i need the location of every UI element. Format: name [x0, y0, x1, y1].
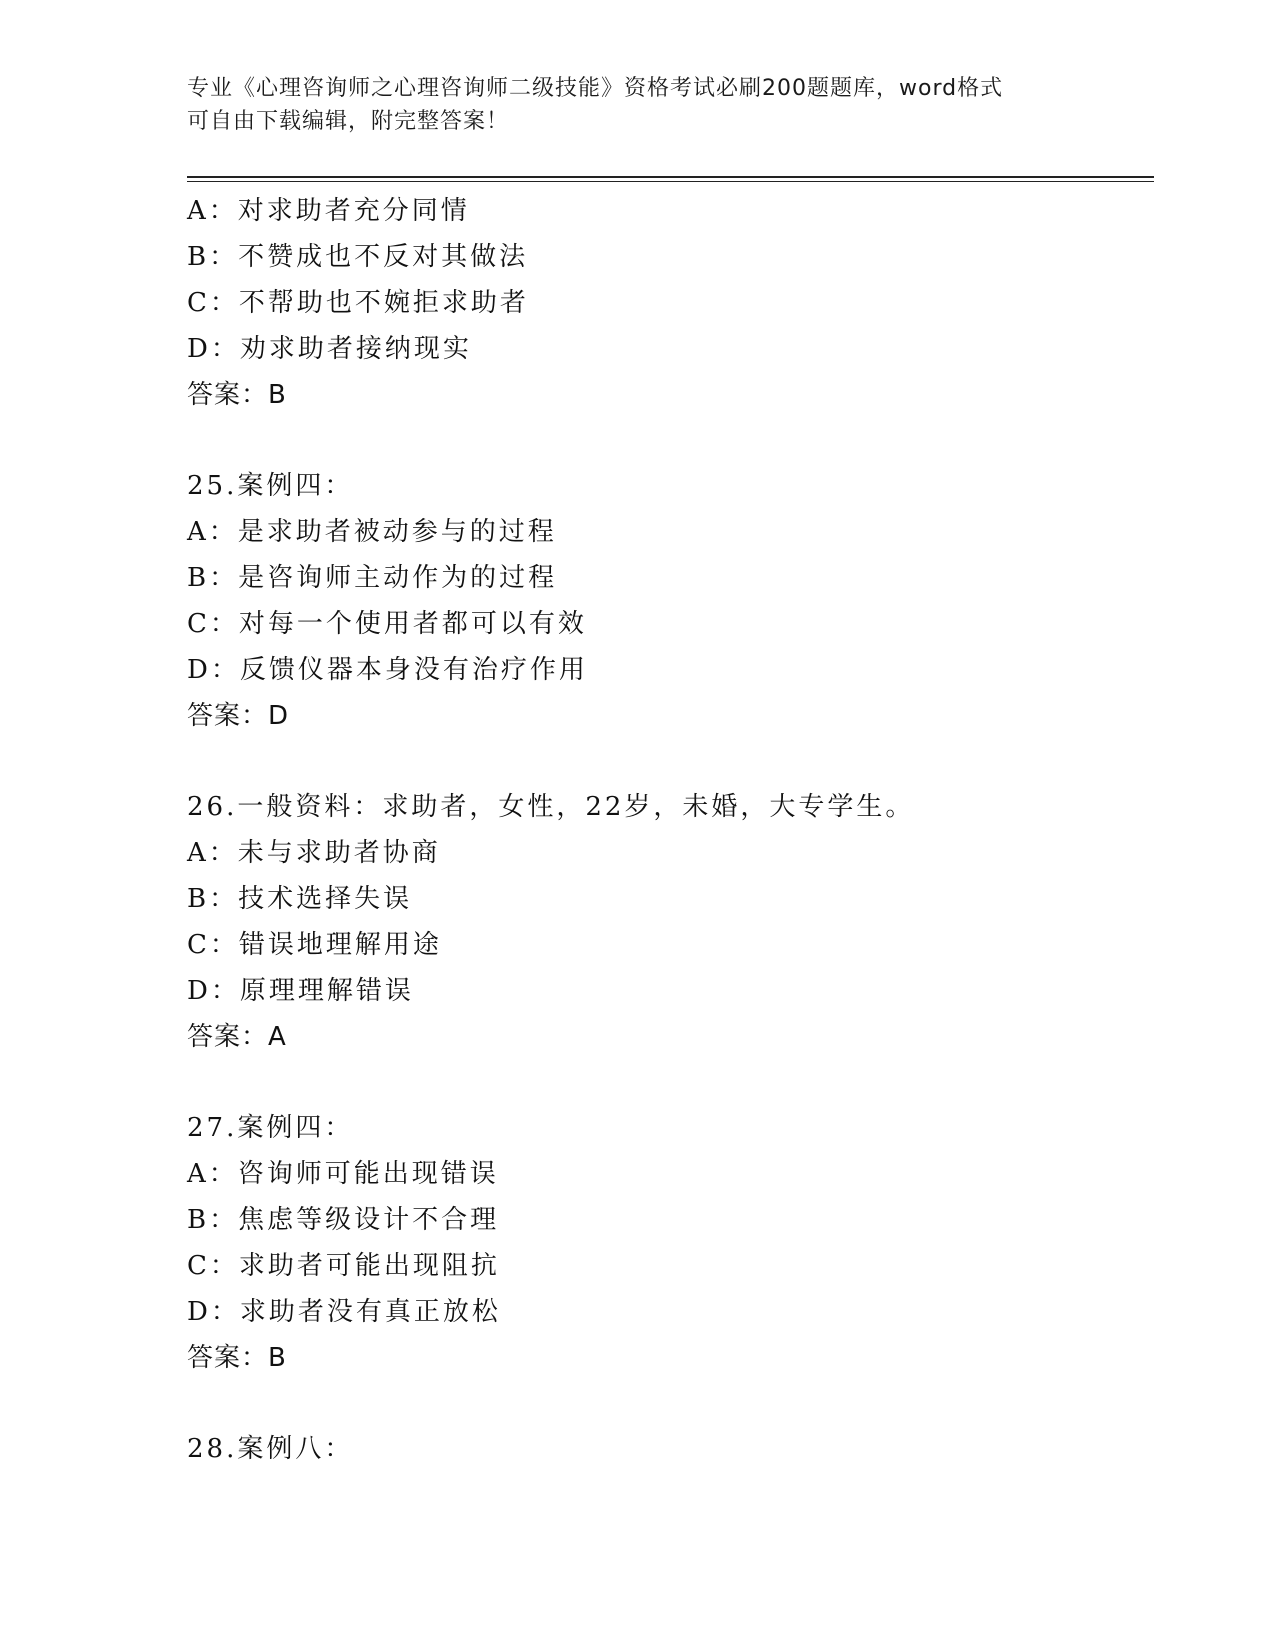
option-a: A：对求助者充分同情: [187, 196, 470, 226]
answer-line: 答案：A: [187, 1022, 287, 1052]
option-c: C：求助者可能出现阻抗: [187, 1251, 500, 1281]
document-header: [187, 72, 1087, 138]
question-stem: 27.案例四：: [187, 1113, 354, 1143]
question-block-25: [187, 463, 1147, 739]
option-d: D：求助者没有真正放松: [187, 1297, 501, 1327]
spacer: [187, 1381, 1147, 1426]
option-d: D：反馈仪器本身没有治疗作用: [187, 655, 588, 685]
answer-line: 答案：B: [187, 380, 287, 410]
question-block-27: [187, 1105, 1147, 1381]
header-divider-thin: [187, 181, 1154, 182]
option-a: A：咨询师可能出现错误: [187, 1159, 499, 1189]
question-block-24: [187, 188, 1147, 418]
question-list: [187, 188, 1147, 1472]
header-divider-thick: [187, 176, 1154, 178]
header-title-line-2: 可自由下载编辑，附完整答案！: [187, 109, 510, 134]
question-block-26: [187, 784, 1147, 1060]
header-title-line-1: 专业《心理咨询师之心理咨询师二级技能》资格考试必刷200题题库，word格式: [187, 76, 1004, 101]
answer-line: 答案：D: [187, 701, 290, 731]
option-b: B：焦虑等级设计不合理: [187, 1205, 500, 1235]
option-b: B：不赞成也不反对其做法: [187, 242, 529, 272]
option-d: D：原理理解错误: [187, 976, 414, 1006]
question-stem: 25.案例四：: [187, 471, 354, 501]
option-b: B：是咨询师主动作为的过程: [187, 563, 558, 593]
option-b: B：技术选择失误: [187, 884, 413, 914]
spacer: [187, 418, 1147, 463]
option-c: C：对每一个使用者都可以有效: [187, 609, 587, 639]
option-a: A：未与求助者协商: [187, 838, 441, 868]
spacer: [187, 1060, 1147, 1105]
spacer: [187, 739, 1147, 784]
question-stem: 28.案例八：: [187, 1434, 354, 1464]
option-d: D：劝求助者接纳现实: [187, 334, 472, 364]
question-stem: 26.一般资料：求助者，女性，22岁，未婚，大专学生。: [187, 792, 915, 822]
option-a: A：是求助者被动参与的过程: [187, 517, 557, 547]
question-block-28: [187, 1426, 1147, 1472]
option-c: C：不帮助也不婉拒求助者: [187, 288, 529, 318]
answer-line: 答案：B: [187, 1343, 287, 1373]
option-c: C：错误地理解用途: [187, 930, 442, 960]
